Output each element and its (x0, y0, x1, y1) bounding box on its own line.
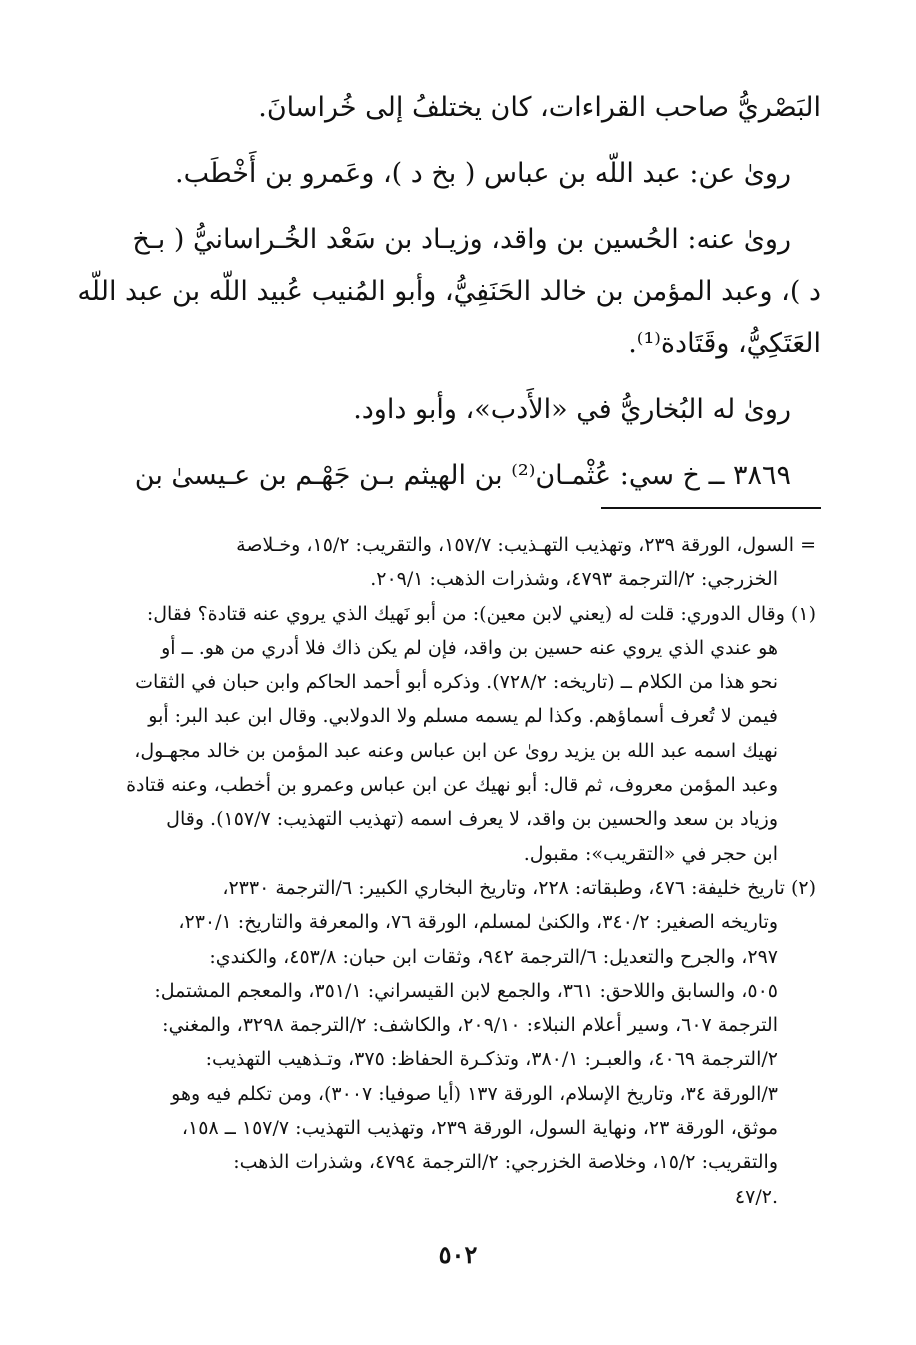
footnote-line: .٤٧/٢ (734, 1185, 778, 1208)
main-line-4: د )، وعبد المؤمن بن خالد الحَنَفِيُّ، وأبو المُنيب عُبيد اللّه بن عبد اللّه (77, 276, 821, 307)
page-number: ٥٠٢ (438, 1240, 478, 1269)
footnote-line: وزياد بن سعد والحسين بن واقد، لا يعرف اسمه (تهذيب التهذيب: ١٥٧/٧). وقال (166, 808, 778, 831)
footnote-line: الخزرجي: ٢/الترجمة ٤٧٩٣، وشذرات الذهب: ٢٠٩/١. (370, 568, 778, 591)
footnote-line: وتاريخه الصغير: ٣٤٠/٢، والكنىٰ لمسلم، الورقة ٧٦، والمعرفة والتاريخ: ٢٣٠/١، (178, 911, 778, 934)
main-line-5: العَتَكِيُّ، وقَتَادة⁽¹⁾. (628, 328, 821, 359)
main-line-2: روىٰ عن: عبد اللّه بن عباس ( بخ د )، وعَمرو بن أَخْطَب. (175, 158, 791, 189)
main-line-7: ٣٨٦٩ ــ خ سي: عُثْمـان⁽²⁾ بن الهيثم بـن جَهْـم بن عـيسىٰ بن (134, 460, 791, 491)
footnote-line: نحو هذا من الكلام ــ (تاريخه: ٧٢٨/٢). وذكره أبو أحمد الحاكم وابن حبان في الثقات (135, 671, 778, 694)
footnote-line: ٢٩٧، والجرح والتعديل: ٦/الترجمة ٩٤٢، وثقات ابن حبان: ٤٥٣/٨، والكندي: (209, 945, 778, 968)
footnote-line: فيمن لا تُعرف أسماؤهم. وكذا لم يسمه مسلم ولا الدولابي. وقال ابن عبد البر: أبو (148, 705, 778, 728)
footnote-line: وعبد المؤمن معروف، ثم قال: أبو نهيك عن ابن عباس وعمرو بن أخطب، وعنه قتادة (126, 774, 778, 797)
footnote-line: نهيك اسمه عبد الله بن يزيد روىٰ عن ابن عباس وعنه عبد المؤمن بن خالد مجهـول، (134, 739, 778, 762)
footnote-line: موثق، الورقة ٢٣، ونهاية السول، الورقة ٢٣٩، وتهذيب التهذيب: ١٥٧/٧ ــ ١٥٨، (181, 1117, 778, 1140)
footnote-line: (١) وقال الدوري: قلت له (يعني لابن معين): من أبو نَهيك الذي يروي عنه قتادة؟ فقال: (146, 602, 816, 625)
footnote-line: هو عندي الذي يروي عنه حسين بن واقد، فإن لم يكن ذاك فلا أدري من هو. ــ أو (161, 636, 778, 659)
footnote-line: = السول، الورقة ٢٣٩، وتهذيب التهـذيب: ١٥٧/٧، والتقريب: ١٥/٢، وخـلاصة (236, 534, 816, 556)
footnote-line: والتقريب: ١٥/٢، وخلاصة الخزرجي: ٢/الترجمة ٤٧٩٤، وشذرات الذهب: (233, 1151, 778, 1174)
footnote-line: ٥٠٥، والسابق واللاحق: ٣٦١، والجمع لابن القيسراني: ٣٥١/١، والمعجم المشتمل: (154, 979, 778, 1002)
footnote-line: (٢) تاريخ خليفة: ٤٧٦، وطبقاته: ٢٢٨، وتاريخ البخاري الكبير: ٦/الترجمة ٢٣٣٠، (222, 876, 816, 899)
main-line-3: روىٰ عنه: الحُسين بن واقد، وزيـاد بن سَعْد الخُـراسانيُّ ( بـخ (132, 224, 791, 255)
footnote-line: ابن حجر في «التقريب»: مقبول. (523, 842, 778, 865)
main-text (77, 82, 821, 502)
footnotes (100, 528, 816, 1214)
footnote-line: ٣/الورقة ٣٤، وتاريخ الإسلام، الورقة ١٣٧ (أيا صوفيا: ٣٠٠٧)، ومن تكلم فيه وهو (171, 1082, 778, 1105)
footnote-line: الترجمة ٦٠٧، وسير أعلام النبلاء: ٢٠٩/١٠، والكاشف: ٢/الترجمة ٣٢٩٨، والمغني: (162, 1014, 778, 1037)
footnote-divider (601, 507, 821, 509)
main-line-6: روىٰ له البُخاريُّ في «الأَدب»، وأبو داود. (353, 394, 791, 425)
main-line-1: البَصْريُّ صاحب القراءات، كان يختلفُ إلى خُراسانَ. (258, 92, 821, 123)
footnote-line: ٢/الترجمة ٤٠٦٩، والعبـر: ٣٨٠/١، وتذكـرة الحفاظ: ٣٧٥، وتـذهيب التهذيب: (205, 1048, 778, 1071)
